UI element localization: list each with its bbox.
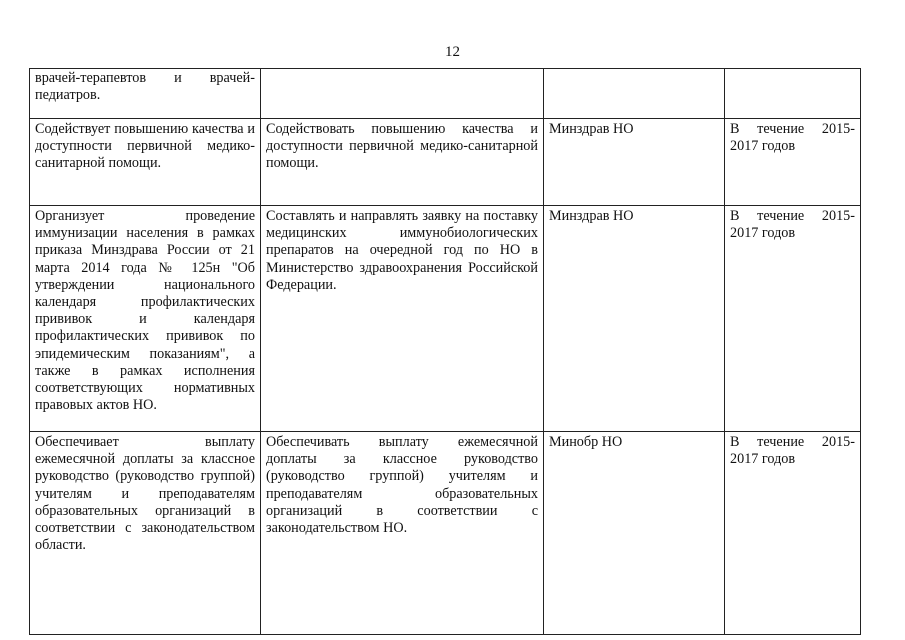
table-row	[30, 206, 861, 432]
action-cell: Содействовать повышению качества и доступности первичной медико-санитарной помощи.	[261, 119, 544, 206]
table-row	[30, 119, 861, 206]
responsible-cell: Минздрав НО	[544, 119, 725, 206]
table-row	[30, 432, 861, 635]
action-cell: Составлять и направлять заявку на поставку медицинских иммунобиологических препаратов на очередной год по НО в Министерство здравоохранения Российской Федерации.	[261, 206, 544, 432]
responsible-cell: Минобр НО	[544, 432, 725, 635]
plan-table	[29, 68, 861, 635]
function-cell: Содействует повышению качества и доступности первичной медико-санитарной помощи.	[30, 119, 261, 206]
term-cell: В течение 2015-2017 годов	[725, 119, 861, 206]
responsible-cell	[544, 69, 725, 119]
table-row	[30, 69, 861, 119]
function-cell: Обеспечивает выплату ежемесячной доплаты за классное руководство (руководство группой) учителям и преподавателям образовательных организаций в соответствии с законодательством области.	[30, 432, 261, 635]
function-cell: врачей-терапевтов и врачей-педиатров.	[30, 69, 261, 119]
action-cell: Обеспечивать выплату ежемесячной доплаты за классное руководство (руководство группой) учителям и преподавателям образовательных организаций в соответствии с законодательством НО.	[261, 432, 544, 635]
action-cell	[261, 69, 544, 119]
function-cell: Организует проведение иммунизации населения в рамках приказа Минздрава России от 21 марта 2014 года № 125н "Об утверждении национального календаря профилактических прививок и календаря профилактических прививок по эпидемическим показаниям", а также в рамках исполнения соответствующих нормативных правовых актов НО.	[30, 206, 261, 432]
page-number: 12	[445, 44, 460, 60]
term-cell	[725, 69, 861, 119]
responsible-cell: Минздрав НО	[544, 206, 725, 432]
term-cell: В течение 2015-2017 годов	[725, 206, 861, 432]
term-cell: В течение 2015-2017 годов	[725, 432, 861, 635]
